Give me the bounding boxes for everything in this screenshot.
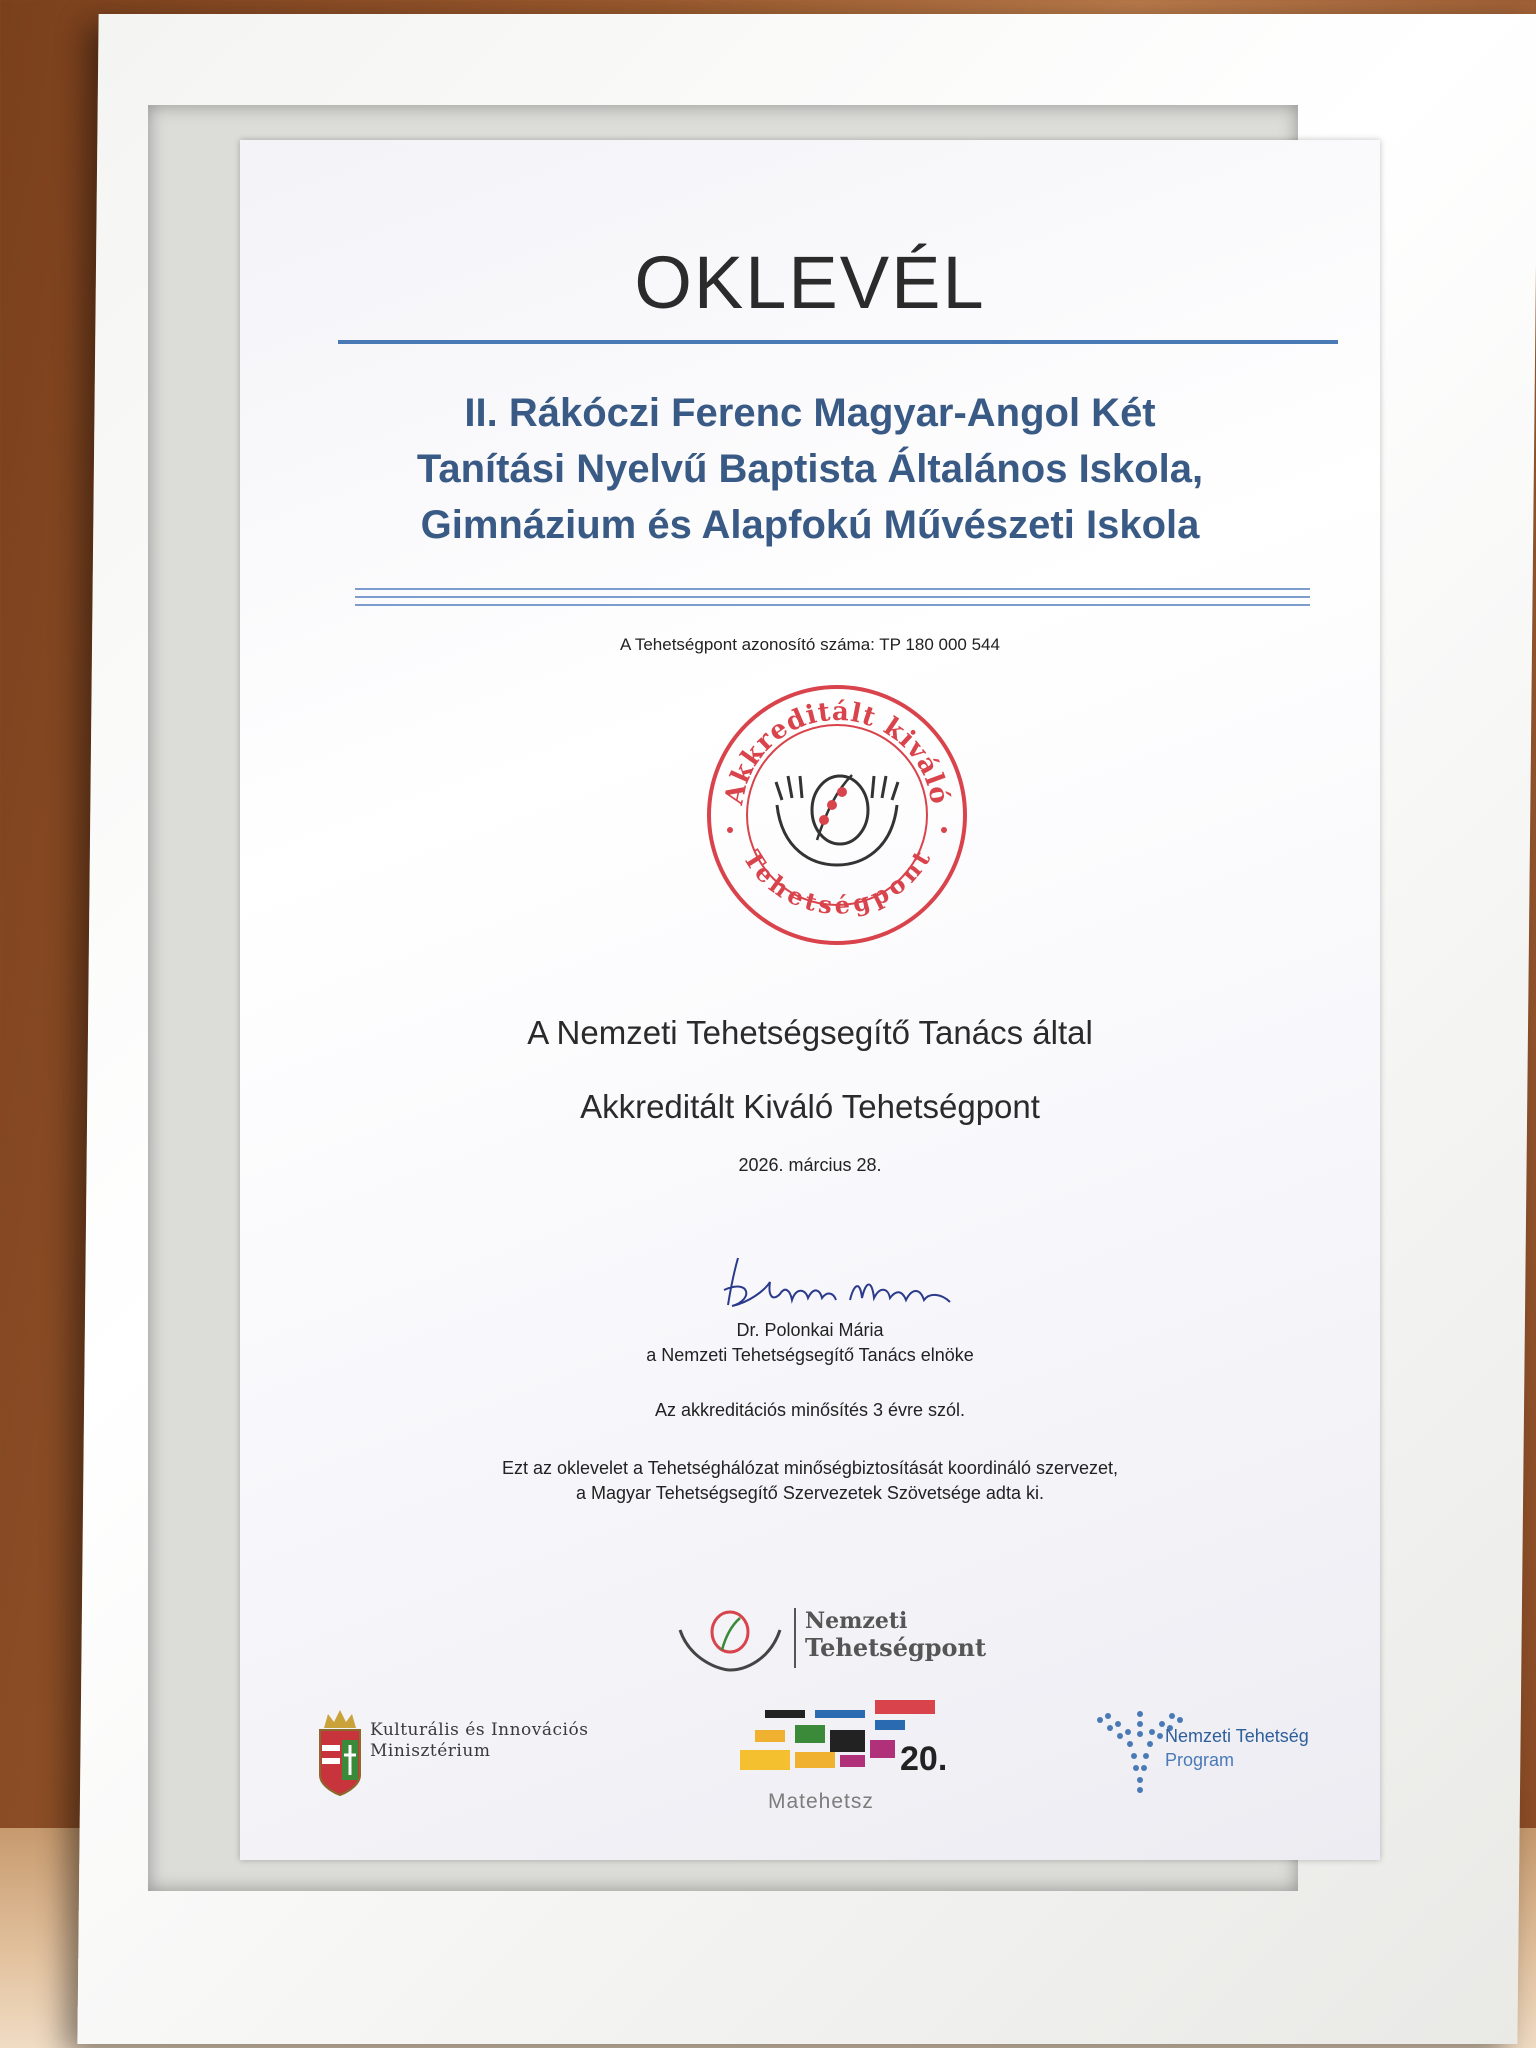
school-name-line: Gimnázium és Alapfokú Művészeti Iskola — [420, 503, 1200, 547]
school-name-line: Tanítási Nyelvű Baptista Általános Iskola, — [416, 447, 1204, 491]
logo-text: Nemzeti Tehetség — [1165, 1726, 1309, 1746]
signer-role: a Nemzeti Tehetségsegítő Tanács elnöke — [646, 1345, 974, 1365]
seal-top-text: Akkreditált kiváló — [719, 696, 955, 808]
handwritten-signature — [710, 1250, 960, 1320]
certificate-document — [240, 140, 1380, 1860]
certificate-title: OKLEVÉL — [634, 241, 986, 324]
matehetsz-label: Matehetsz — [768, 1790, 874, 1813]
matehetsz-mark: 20. — [900, 1740, 948, 1778]
logo-text: Tehetségpont — [805, 1633, 987, 1662]
signer-name: Dr. Polonkai Mária — [736, 1320, 884, 1340]
logo-text: Nemzeti — [805, 1608, 908, 1634]
tehetsegpont-id: A Tehetségpont azonosító száma: TP 180 000 544 — [620, 635, 1000, 654]
issuer-line: Ezt az oklevelet a Tehetséghálózat minőségbiztosítását koordináló szervezet, — [501, 1458, 1119, 1478]
school-name-line: II. Rákóczi Ferenc Magyar-Angol Két — [464, 391, 1156, 435]
ministry-label — [370, 1720, 588, 1762]
logo-text: Program — [1165, 1750, 1235, 1770]
title-divider — [338, 340, 1338, 344]
statement-line-2: Akkreditált Kiváló Tehetségpont — [580, 1088, 1040, 1125]
validity-note: Az akkreditációs minősítés 3 évre szól. — [654, 1400, 966, 1420]
seal-bottom-text: Tehetségpont — [737, 844, 937, 920]
school-name — [280, 385, 1340, 553]
accreditation-seal-icon — [702, 680, 972, 950]
issuer-line: a Magyar Tehetségsegítő Szervezetek Szövetsége adta ki. — [576, 1483, 1044, 1503]
logo-text: Minisztérium — [370, 1741, 491, 1761]
logo-text: Kulturális és Innovációs — [370, 1720, 589, 1740]
program-label — [1165, 1724, 1309, 1772]
svg-text:Tehetségpont — [738, 845, 937, 920]
nemzeti-tehetsegpont-label — [805, 1608, 986, 1662]
svg-text:Akkreditált kiváló — [719, 697, 954, 808]
statement-line-1: A Nemzeti Tehetségsegítő Tanács által — [527, 1014, 1093, 1051]
triple-divider — [355, 588, 1310, 612]
issue-date: 2026. március 28. — [738, 1155, 882, 1175]
